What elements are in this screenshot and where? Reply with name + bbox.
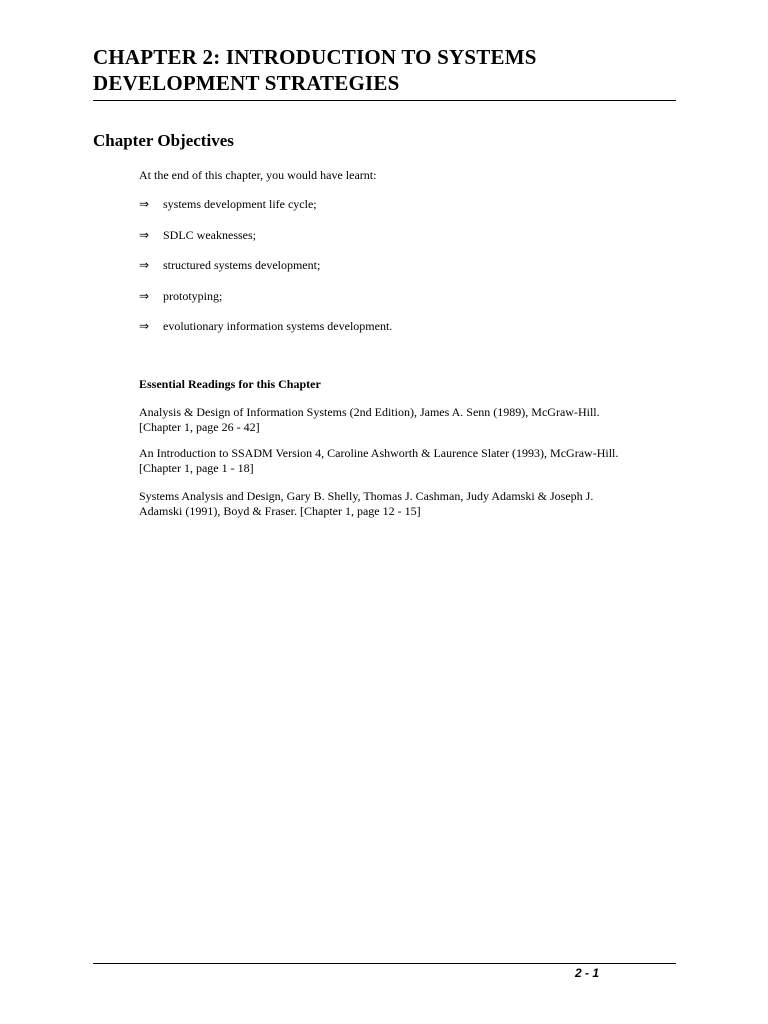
- reference-entry: [139, 489, 675, 519]
- footer-divider: [93, 963, 676, 964]
- reference-line-1: An Introduction to SSADM Version 4, Caroline Ashworth & Laurence Slater (1993), McGraw-Hill.: [139, 446, 619, 460]
- reference-entry: [139, 446, 675, 476]
- objective-item: [139, 289, 222, 304]
- objectives-intro: At the end of this chapter, you would have learnt:: [139, 168, 377, 182]
- reference-entry: [139, 405, 675, 435]
- reference-line-2: [Chapter 1, page 1 - 18]: [139, 461, 254, 475]
- chapter-title-line-1: CHAPTER 2: INTRODUCTION TO SYSTEMS: [93, 45, 537, 69]
- reference-line-1: Systems Analysis and Design, Gary B. Shelly, Thomas J. Cashman, Judy Adamski & Joseph J.: [139, 489, 594, 503]
- objective-item: [139, 258, 320, 273]
- double-arrow-icon: ⇒: [139, 289, 150, 303]
- reference-line-2: Adamski (1991), Boyd & Fraser. [Chapter 1, page 12 - 15]: [139, 504, 421, 518]
- objective-text: systems development life cycle;: [163, 197, 317, 211]
- objectives-heading: Chapter Objectives: [93, 131, 234, 150]
- objective-item: [139, 319, 392, 334]
- reference-line-2: [Chapter 1, page 26 - 42]: [139, 420, 260, 434]
- readings-heading: Essential Readings for this Chapter: [139, 377, 321, 391]
- double-arrow-icon: ⇒: [139, 197, 150, 211]
- chapter-title: [93, 44, 683, 96]
- chapter-title-line-2: DEVELOPMENT STRATEGIES: [93, 71, 400, 95]
- objective-text: SDLC weaknesses;: [163, 228, 256, 242]
- title-divider: [93, 100, 676, 101]
- objective-item: [139, 197, 317, 212]
- double-arrow-icon: ⇒: [139, 258, 150, 272]
- double-arrow-icon: ⇒: [139, 319, 150, 333]
- objective-text: evolutionary information systems development.: [163, 319, 393, 333]
- objective-text: prototyping;: [163, 289, 223, 303]
- objective-text: structured systems development;: [163, 258, 321, 272]
- reference-line-1: Analysis & Design of Information Systems (2nd Edition), James A. Senn (1989), McGraw-Hill.: [139, 405, 600, 419]
- objective-item: [139, 228, 256, 243]
- page-number: 2 - 1: [574, 966, 599, 980]
- double-arrow-icon: ⇒: [139, 228, 150, 242]
